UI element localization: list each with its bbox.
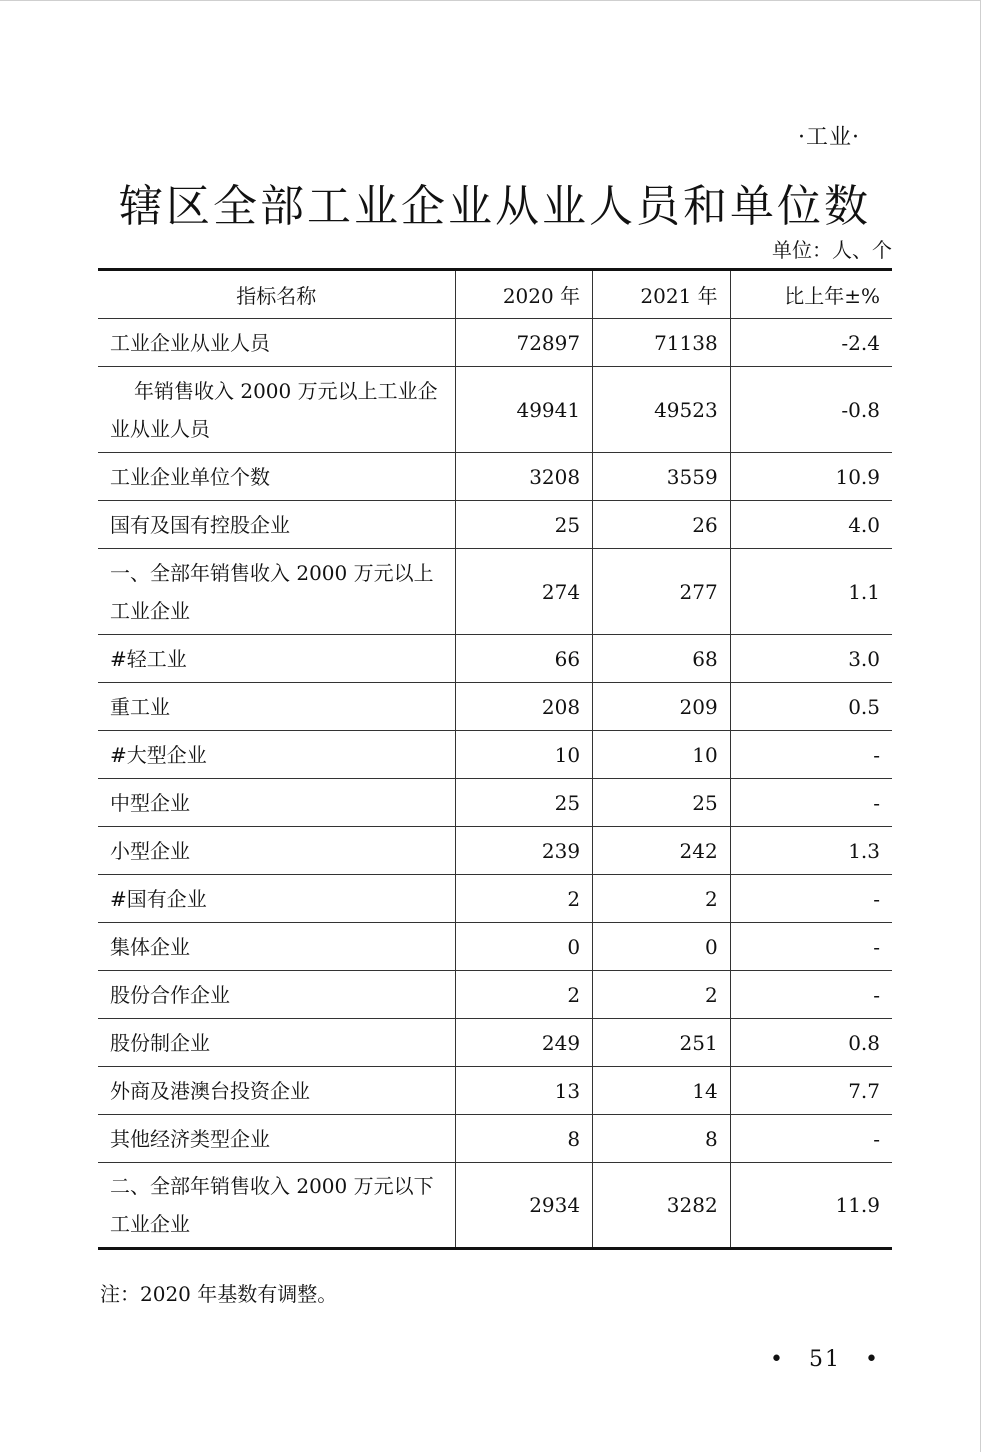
row-value-2020: 49941 (455, 367, 593, 453)
table-row (98, 367, 892, 453)
row-change: - (730, 731, 892, 779)
section-mark: ·工业· (798, 125, 860, 150)
row-value-2021: 242 (593, 827, 731, 875)
row-value-2020: 10 (455, 731, 593, 779)
row-change: 3.0 (730, 635, 892, 683)
row-change: 7.7 (730, 1067, 892, 1115)
row-change: - (730, 971, 892, 1019)
row-change: 1.3 (730, 827, 892, 875)
row-change: - (730, 779, 892, 827)
page-number: • 51 • (770, 1347, 880, 1372)
table-row (98, 453, 892, 501)
table-row (98, 731, 892, 779)
table-row (98, 1067, 892, 1115)
row-value-2020: 208 (455, 683, 593, 731)
table-row (98, 635, 892, 683)
row-name: 股份制企业 (98, 1019, 455, 1067)
row-change: - (730, 923, 892, 971)
page-title: 辖区全部工业企业从业人员和单位数 (119, 181, 871, 232)
row-name: 工业企业单位个数 (98, 453, 455, 501)
table-row (98, 1019, 892, 1067)
row-name: 集体企业 (98, 923, 455, 971)
row-name: 二、全部年销售收入 2000 万元以下工业企业 (98, 1163, 455, 1249)
row-value-2021: 277 (593, 549, 731, 635)
row-change: 4.0 (730, 501, 892, 549)
table-row (98, 827, 892, 875)
table-row (98, 779, 892, 827)
row-change: 0.5 (730, 683, 892, 731)
row-change: 0.8 (730, 1019, 892, 1067)
row-change: 1.1 (730, 549, 892, 635)
row-value-2020: 0 (455, 923, 593, 971)
row-name: #轻工业 (98, 635, 455, 683)
row-value-2021: 14 (593, 1067, 731, 1115)
row-change: -0.8 (730, 367, 892, 453)
row-value-2020: 2 (455, 875, 593, 923)
header-2020: 2020 年 (455, 270, 593, 319)
row-value-2020: 66 (455, 635, 593, 683)
row-value-2021: 2 (593, 875, 731, 923)
row-name: 股份合作企业 (98, 971, 455, 1019)
row-value-2021: 209 (593, 683, 731, 731)
row-name: #大型企业 (98, 731, 455, 779)
row-value-2020: 239 (455, 827, 593, 875)
row-value-2020: 13 (455, 1067, 593, 1115)
row-value-2021: 3282 (593, 1163, 731, 1249)
row-name: 年销售收入 2000 万元以上工业企业从业人员 (98, 367, 455, 453)
row-name: 一、全部年销售收入 2000 万元以上工业企业 (98, 549, 455, 635)
table-row (98, 971, 892, 1019)
row-name: 外商及港澳台投资企业 (98, 1067, 455, 1115)
row-value-2020: 25 (455, 779, 593, 827)
row-value-2021: 251 (593, 1019, 731, 1067)
row-value-2021: 49523 (593, 367, 731, 453)
row-value-2020: 8 (455, 1115, 593, 1163)
row-change: 11.9 (730, 1163, 892, 1249)
row-name: 其他经济类型企业 (98, 1115, 455, 1163)
row-name: 工业企业从业人员 (98, 319, 455, 367)
table-row (98, 875, 892, 923)
row-value-2021: 3559 (593, 453, 731, 501)
header-indicator-name: 指标名称 (98, 270, 455, 319)
row-change: - (730, 875, 892, 923)
row-name: 重工业 (98, 683, 455, 731)
row-change: 10.9 (730, 453, 892, 501)
table-header-row (98, 270, 892, 319)
table-row (98, 319, 892, 367)
row-value-2021: 8 (593, 1115, 731, 1163)
row-value-2020: 2934 (455, 1163, 593, 1249)
row-change: - (730, 1115, 892, 1163)
row-value-2021: 26 (593, 501, 731, 549)
row-name: 中型企业 (98, 779, 455, 827)
header-change: 比上年±% (730, 270, 892, 319)
row-value-2020: 25 (455, 501, 593, 549)
statistics-table (98, 268, 892, 1250)
row-name: 小型企业 (98, 827, 455, 875)
row-value-2020: 249 (455, 1019, 593, 1067)
header-2021: 2021 年 (593, 270, 731, 319)
table-row (98, 923, 892, 971)
row-value-2021: 2 (593, 971, 731, 1019)
row-value-2020: 72897 (455, 319, 593, 367)
table-row (98, 1115, 892, 1163)
row-value-2021: 68 (593, 635, 731, 683)
unit-label: 单位：人、个 (772, 238, 892, 262)
table-row (98, 549, 892, 635)
row-value-2021: 0 (593, 923, 731, 971)
row-value-2021: 10 (593, 731, 731, 779)
table-note: 注：2020 年基数有调整。 (100, 1282, 338, 1306)
table-row (98, 1163, 892, 1249)
table-row (98, 683, 892, 731)
row-value-2021: 25 (593, 779, 731, 827)
row-value-2020: 274 (455, 549, 593, 635)
row-change: -2.4 (730, 319, 892, 367)
row-value-2021: 71138 (593, 319, 731, 367)
row-name: #国有企业 (98, 875, 455, 923)
table-row (98, 501, 892, 549)
row-name: 国有及国有控股企业 (98, 501, 455, 549)
row-value-2020: 2 (455, 971, 593, 1019)
row-value-2020: 3208 (455, 453, 593, 501)
